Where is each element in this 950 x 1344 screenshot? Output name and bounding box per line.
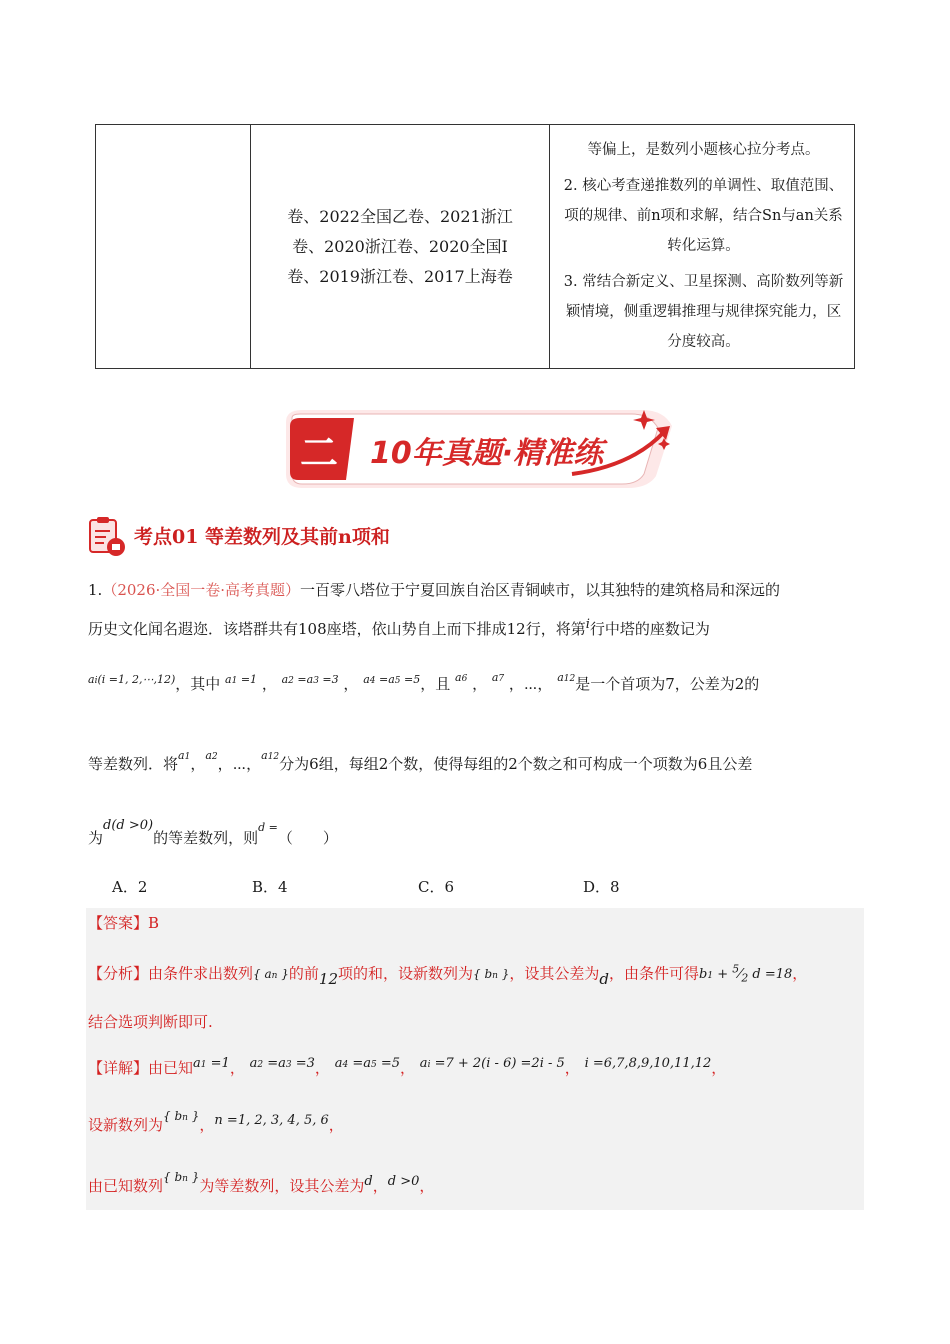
question-text: 的等差数列，则	[153, 829, 259, 847]
question-line: $^{ai(i =1, 2,\cdots,12)}$，其中 $^{a1 =1}$ ， $^{a2 =a3 =3}$ ， $^{a4 =a5 =5}$，且 $^{a6}$ ， $^{a7}$ ，⋯， $^{a12}$是一个首项为7，公差为2的	[88, 671, 760, 693]
papers-line: 卷、2022全国乙卷、2021浙江	[287, 206, 513, 226]
question-text: （ ）	[277, 829, 338, 847]
papers-line: 卷、2020浙江卷、2020全国Ⅰ	[292, 236, 508, 256]
question-line: 为d(d >0)的等差数列，则$^{d =}$（ ）	[88, 818, 338, 847]
question-text: ，其中	[175, 675, 221, 693]
banner-badge: 二	[299, 431, 339, 475]
question-text: 是一个首项为7，公差为2的	[575, 675, 760, 693]
option-c[interactable]: C．6	[418, 878, 455, 896]
question-text: 历史文化闻名遐迩．该塔群共有108座塔，依山势自上而下排成12行，将第	[88, 620, 586, 638]
question-source: （2026·全国一卷·高考真题）	[102, 581, 301, 599]
answer-options	[112, 876, 712, 900]
option-b[interactable]: B．4	[252, 878, 288, 896]
question-text: 一百零八塔位于宁夏回族自治区青铜峡市，以其独特的建筑格局和深远的	[300, 581, 781, 599]
question-text: ，且	[420, 675, 451, 693]
analysis-point: 2. 核心考查递推数列的单调性、取值范围、项的规律、前n项和求解，结合Sn与an关系转化运算。	[563, 178, 844, 254]
answer-line: 【答案】B	[88, 914, 160, 932]
section-title: 考点01 等差数列及其前n项和	[134, 526, 390, 548]
exam-info-table	[95, 124, 855, 369]
question-text: 分为6组，每组2个数，使得每组的2个数之和可构成一个项数为6且公差	[279, 755, 753, 773]
section-banner	[272, 404, 682, 492]
table-cell-analysis	[550, 125, 855, 368]
question-text: 为	[88, 829, 104, 847]
question-text: 等差数列．将	[88, 755, 179, 773]
question-text: 行中塔的座数记为	[589, 620, 710, 638]
analysis-line: 【分析】由条件求出数列{ an }的前12项的和，设新数列为{ bn }，设其公差为d，由条件可得$b1 + ^5⁄_2$ d =18，	[88, 963, 808, 989]
table-cell-papers	[251, 125, 550, 368]
option-a[interactable]: A．2	[112, 878, 148, 896]
detail-line: 设新数列为$^{\{ bn \}}$，n =1, 2, 3, 4, 5, 6，	[88, 1109, 344, 1134]
analysis-line: 结合选项判断即可.	[88, 1013, 213, 1031]
detail-line: 由已知数列$^{\{ bn \}}$为等差数列，设其公差为d，d >0，	[88, 1170, 435, 1195]
question-line: 等差数列．将$^{a1}$，$^{a2}$，⋯，$^{a12}$分为6组，每组2个数，使得每组的2个数之和可构成一个项数为6且公差	[88, 749, 753, 773]
question-line: 历史文化闻名遐迩．该塔群共有108座塔，依山势自上而下排成12行，将第i行中塔的座数记为	[88, 617, 710, 638]
analysis-point: 等偏上，是数列小题核心拉分考点。	[587, 142, 820, 158]
answer-block	[86, 908, 864, 1210]
section-heading	[88, 513, 390, 558]
table-cell-empty	[96, 125, 251, 368]
question-line	[88, 578, 780, 602]
question-number: 1.	[88, 581, 103, 599]
option-d[interactable]: D．8	[583, 878, 620, 896]
analysis-point: 3. 常结合新定义、卫星探测、高阶数列等新颖情境，侧重逻辑推理与规律探究能力，区分度较高。	[563, 274, 844, 350]
banner-title: 10年真题·精准练	[370, 436, 604, 471]
clipboard-icon	[88, 515, 126, 557]
detail-line: 【详解】由已知a1 =1， a2 =a3 =3， a4 =a5 =5， ai =7 + 2(i - 6) =2i - 5， i =6,7,8,9,10,11,12，	[88, 1056, 727, 1077]
papers-line: 卷、2019浙江卷、2017上海卷	[287, 266, 513, 286]
